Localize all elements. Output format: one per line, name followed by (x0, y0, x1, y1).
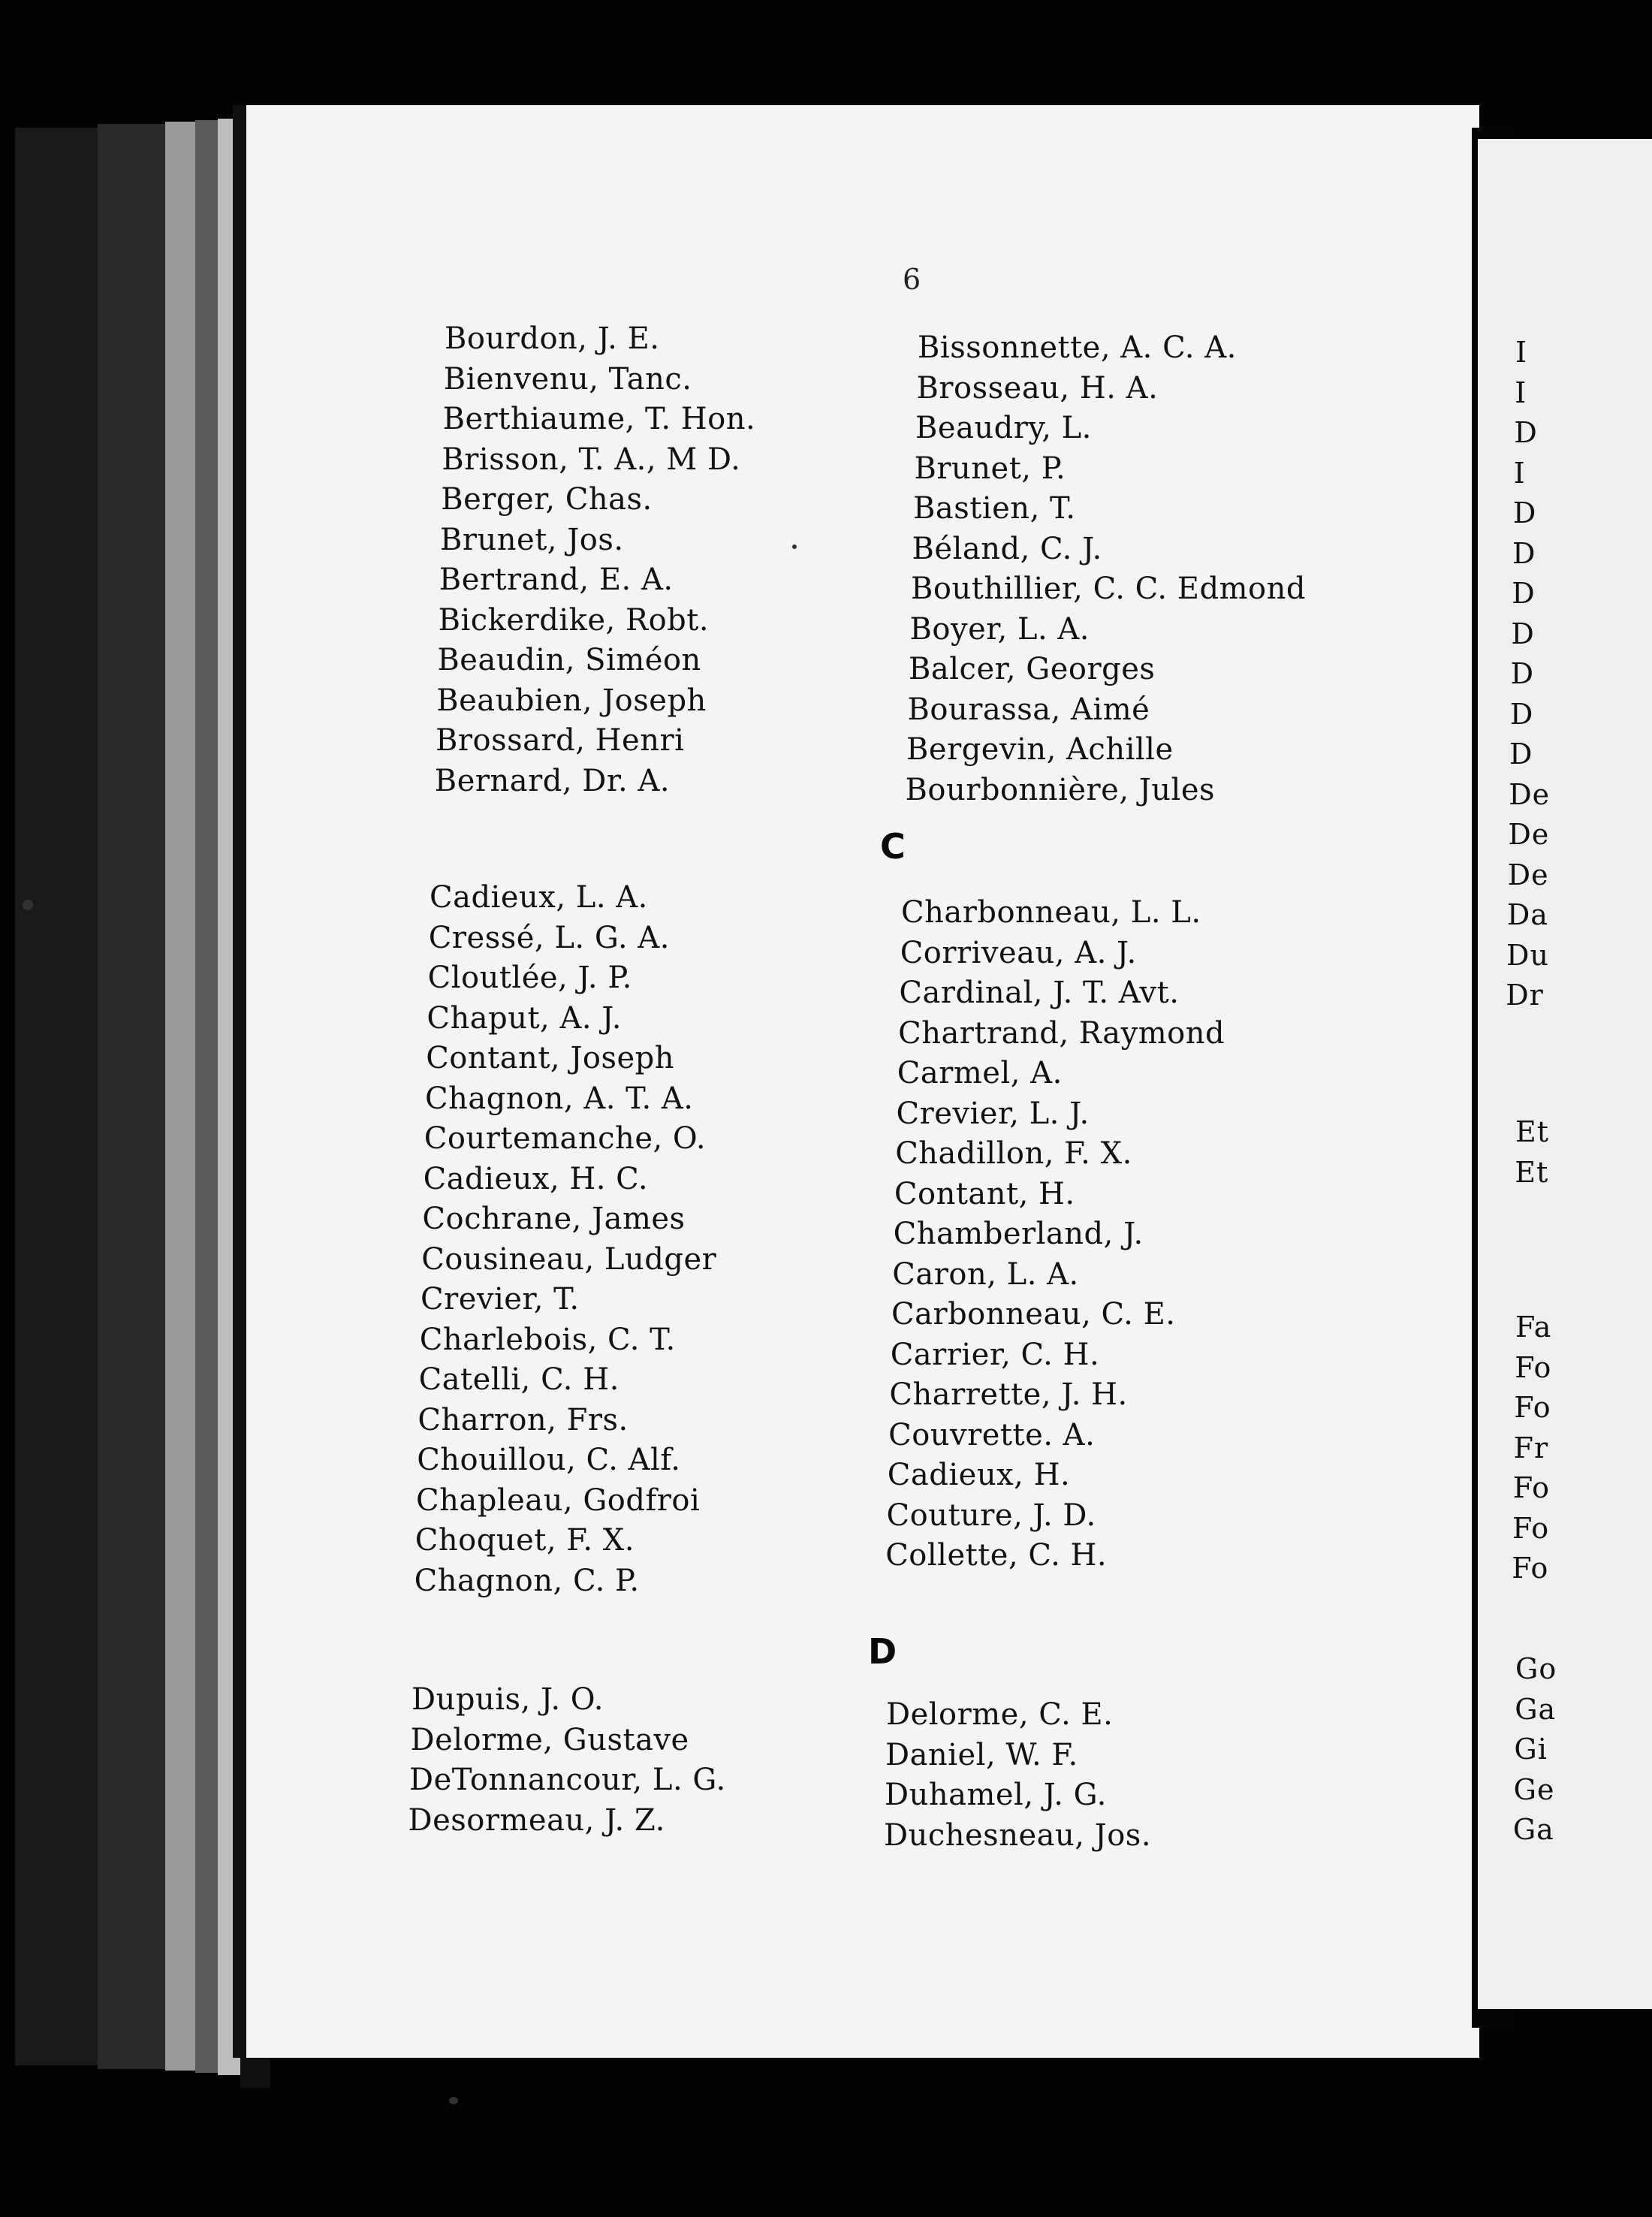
directory-entry: Corriveau, A. J. (900, 935, 1137, 970)
directory-entry: Delorme, Gustave (410, 1722, 689, 1757)
next-page-entry-fragment: D (1514, 416, 1538, 449)
next-page-entry-fragment: Gi (1514, 1733, 1548, 1766)
directory-entry: Carbonneau, C. E. (891, 1297, 1176, 1332)
next-page-entry-fragment: De (1509, 777, 1551, 811)
scan-speck (449, 2097, 458, 2104)
directory-entry: Duchesneau, Jos. (884, 1817, 1152, 1853)
next-page-entry-fragment: D (1509, 697, 1534, 731)
book-edge-strip (165, 122, 195, 2071)
next-page-entry-fragment: I (1513, 456, 1526, 490)
directory-entry: Beaudry, L. (915, 411, 1092, 445)
directory-entry: Duhamel, J. G. (885, 1778, 1107, 1812)
directory-entry: Charron, Frs. (418, 1402, 629, 1437)
next-page-entry-fragment: Ga (1512, 1813, 1554, 1846)
next-page-entry-fragment: Du (1506, 938, 1549, 972)
directory-entry: Choquet, F. X. (415, 1523, 635, 1558)
next-page-entry-fragment: Fo (1514, 1391, 1551, 1424)
directory-entry: Brunet, Jos. (440, 522, 624, 557)
directory-entry: Chaput, A. J. (427, 1000, 622, 1036)
directory-entry: Cloutlée, J. P. (427, 961, 632, 995)
directory-entry: Cochrane, James (422, 1202, 686, 1236)
directory-entry: Bourassa, Aimé (907, 692, 1150, 727)
directory-entry: Beaubien, Joseph (436, 683, 707, 718)
next-page-entry-fragment: Fa (1515, 1311, 1552, 1344)
next-page-entry-fragment: Fr (1513, 1431, 1549, 1464)
next-page-fragment (1478, 139, 1652, 2009)
next-page-entry-fragment: Da (1506, 898, 1548, 931)
next-page-entry-fragment: Fo (1512, 1552, 1549, 1585)
directory-entry: Berthiaume, T. Hon. (442, 402, 756, 436)
next-page-entry-fragment: Ge (1513, 1772, 1555, 1806)
directory-entry: Dupuis, J. O. (411, 1682, 604, 1717)
next-page-entry-fragment: Et (1515, 1115, 1550, 1148)
next-page-entry-fragment: Et (1515, 1155, 1549, 1189)
directory-entry: Chapleau, Godfroi (416, 1483, 701, 1518)
next-page-entry-fragment: D (1511, 617, 1535, 650)
directory-entry: Daniel, W. F. (885, 1737, 1078, 1772)
directory-entry: Boyer, L. A. (909, 611, 1090, 647)
directory-entry: Bienvenu, Tanc. (443, 361, 692, 397)
directory-entry: Chagnon, C. P. (414, 1563, 640, 1598)
next-page-entry-fragment: De (1507, 858, 1549, 891)
directory-entry: Cadieux, H. C. (423, 1161, 649, 1196)
directory-entry: Chadillon, F. X. (895, 1136, 1132, 1171)
next-page-entry-fragment: Dr (1506, 979, 1544, 1012)
directory-entry: Bickerdike, Robt. (438, 602, 710, 638)
directory-entry: Brunet, P. (914, 451, 1066, 486)
directory-entry: Couvrette. A. (888, 1417, 1096, 1452)
directory-entry: Collette, C. H. (885, 1538, 1108, 1573)
page-number: 6 (903, 263, 921, 296)
directory-entry: Beaudin, Siméon (437, 643, 701, 677)
directory-entry: Chamberland, J. (893, 1217, 1144, 1251)
next-page-entry-fragment: D (1512, 577, 1536, 610)
directory-entry: Chartrand, Raymond (898, 1015, 1225, 1051)
next-page-entry-fragment: D (1512, 536, 1536, 570)
directory-entry: DeTonnancour, L. G. (409, 1763, 726, 1797)
directory-entry: Bastien, T. (913, 491, 1076, 526)
next-page-entry-fragment: Fo (1515, 1350, 1552, 1384)
directory-entry: Charbonneau, L. L. (901, 895, 1201, 930)
directory-entry: Bourdon, J. E. (445, 321, 660, 356)
directory-entry: Contant, H. (894, 1176, 1075, 1211)
book-edge-strip (195, 120, 218, 2073)
directory-entry: Béland, C. J. (912, 531, 1102, 566)
directory-entry: Cardinal, J. T. Avt. (899, 976, 1180, 1010)
book-edge-strip (98, 124, 165, 2069)
directory-entry: Cousineau, Ludger (421, 1241, 717, 1277)
directory-entry: Balcer, Georges (909, 652, 1156, 686)
section-heading-d: D (868, 1631, 897, 1672)
directory-entry: Desormeau, J. Z. (408, 1802, 665, 1838)
directory-entry: Courtemanche, O. (424, 1121, 707, 1156)
book-edge-strip (15, 128, 98, 2065)
directory-entry: Bourbonnière, Jules (905, 772, 1216, 807)
next-page-entry-fragment: I (1515, 376, 1527, 409)
next-page-entry-fragment: Fo (1512, 1511, 1550, 1545)
directory-entry: Delorme, C. E. (886, 1697, 1114, 1732)
directory-entry: Brosseau, H. A. (916, 370, 1159, 406)
directory-entry: Crevier, L. J. (896, 1096, 1090, 1131)
directory-entry: Bouthillier, C. C. Edmond (911, 572, 1306, 606)
directory-entry: Contant, Joseph (426, 1041, 675, 1075)
scan-speck (23, 900, 33, 910)
directory-entry: Cressé, L. G. A. (428, 920, 670, 955)
directory-entry: Catelli, C. H. (418, 1362, 620, 1397)
next-page-entry-fragment: Fo (1512, 1471, 1550, 1504)
directory-entry: Carmel, A. (897, 1056, 1063, 1090)
directory-entry: Chagnon, A. T. A. (425, 1081, 694, 1116)
directory-entry: Berger, Chas. (441, 482, 653, 517)
directory-entry: Bergevin, Achille (906, 732, 1174, 767)
scan-speck (792, 544, 797, 549)
directory-entry: Bissonnette, A. C. A. (918, 330, 1237, 365)
directory-entry: Chouillou, C. Alf. (417, 1443, 681, 1477)
directory-entry: Bernard, Dr. A. (434, 763, 671, 798)
next-page-entry-fragment: D (1510, 657, 1535, 690)
next-page-entry-fragment: D (1512, 496, 1537, 529)
next-page-entry-fragment: I (1515, 336, 1528, 369)
directory-entry: Brossard, Henri (436, 723, 685, 758)
directory-entry: Carrier, C. H. (890, 1337, 1100, 1372)
directory-entry: Bertrand, E. A. (439, 563, 674, 597)
directory-entry: Brisson, T. A., M D. (442, 442, 741, 477)
next-page-entry-fragment: Ga (1515, 1692, 1557, 1726)
next-page-entry-fragment: De (1508, 818, 1550, 851)
section-heading-c: C (880, 826, 906, 867)
directory-entry: Charrette, J. H. (889, 1377, 1128, 1412)
next-page-entry-fragment: Go (1515, 1652, 1557, 1685)
directory-entry: Couture, J. D. (886, 1498, 1096, 1533)
directory-entry: Crevier, T. (421, 1282, 580, 1317)
directory-entry: Charlebois, C. T. (419, 1322, 676, 1357)
next-page-entry-fragment: D (1509, 737, 1533, 771)
directory-entry: Caron, L. A. (892, 1256, 1079, 1292)
directory-entry: Cadieux, H. (887, 1458, 1071, 1492)
directory-entry: Cadieux, L. A. (430, 880, 648, 915)
